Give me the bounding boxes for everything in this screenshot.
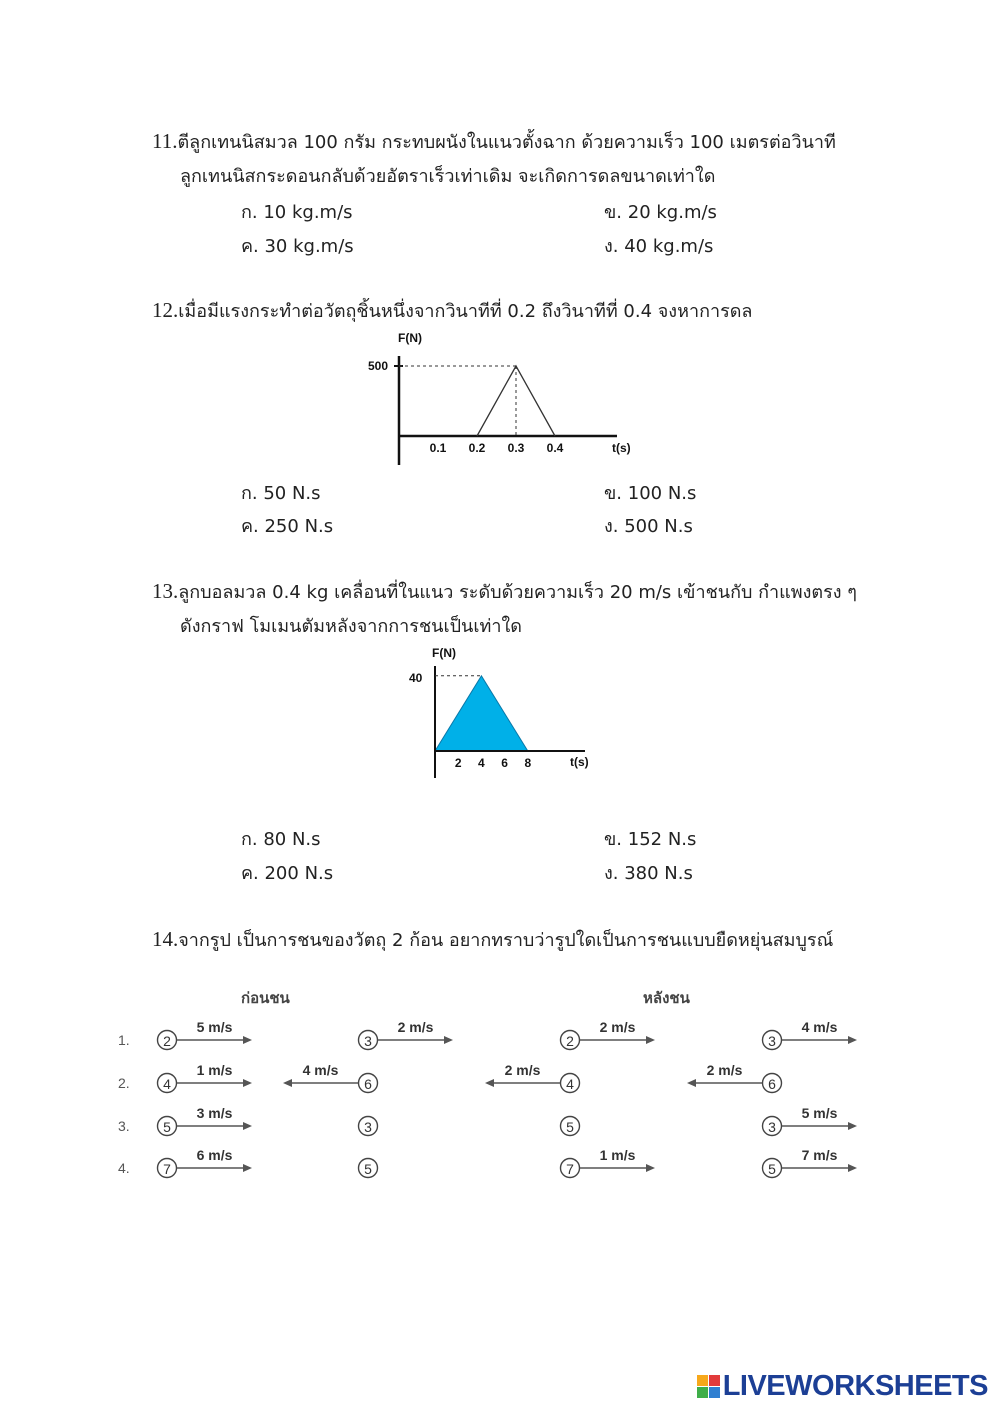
question-11 <box>152 124 836 194</box>
mass-value: 3 <box>768 1119 776 1135</box>
mass-value: 3 <box>364 1119 372 1135</box>
question-text-cont: ดังกราฟ โมเมนตัมหลังจากการชนเป็นเท่าใด <box>180 616 522 637</box>
question-text: จากรูป เป็นการชนของวัตถุ 2 ก้อน อยากทราบว่ารูปใดเป็นการชนแบบยืดหยุ่นสมบูรณ์ <box>178 930 834 951</box>
arrow-head <box>687 1079 696 1087</box>
question-text: เมื่อมีแรงกระทำต่อวัตถุชิ้นหนึ่งจากวินาทีที่ 0.2 ถึงวินาทีที่ 0.4 จงหาการดล <box>178 301 753 322</box>
arrow-head <box>848 1036 857 1044</box>
mass-value: 3 <box>768 1033 776 1049</box>
x-axis-label: t(s) <box>570 755 589 769</box>
option-c[interactable]: ค. 30 kg.m/s <box>241 236 354 257</box>
x-tick-label: 8 <box>524 756 532 770</box>
velocity-label: 3 m/s <box>196 1105 233 1121</box>
option-c[interactable]: ค. 250 N.s <box>241 516 334 537</box>
arrow-head <box>485 1079 494 1087</box>
arrow-head <box>444 1036 453 1044</box>
force-curve <box>477 366 555 436</box>
arrow-head <box>243 1036 252 1044</box>
question-14 <box>152 922 833 958</box>
before-collision-label: ก่อนชน <box>241 990 290 1007</box>
x-tick-label: 0.1 <box>429 441 447 455</box>
velocity-label: 1 m/s <box>599 1147 636 1163</box>
velocity-label: 5 m/s <box>196 1019 233 1035</box>
logo-icon <box>697 1375 721 1399</box>
liveworksheets-logo <box>697 1370 988 1403</box>
velocity-label: 2 m/s <box>599 1019 636 1035</box>
row-label: 2. <box>118 1075 130 1091</box>
question-text: ตีลูกเทนนิสมวล 100 กรัม กระทบผนังในแนวตั้งฉาก ด้วยความเร็ว 100 เมตรต่อวินาที <box>177 132 836 153</box>
question-number: 14. <box>152 927 179 951</box>
arrow-head <box>243 1122 252 1130</box>
force-area <box>435 676 528 751</box>
arrow-head <box>646 1036 655 1044</box>
option-a[interactable]: ก. 50 N.s <box>241 483 321 504</box>
mass-value: 2 <box>566 1033 574 1049</box>
y-axis-label: F(N) <box>398 331 422 345</box>
option-d[interactable]: ง. 40 kg.m/s <box>604 236 714 257</box>
arrow-head <box>243 1079 252 1087</box>
y-tick-label: 500 <box>368 359 389 373</box>
force-time-chart-q13 <box>405 642 605 784</box>
mass-value: 2 <box>163 1033 171 1049</box>
after-collision-label: หลังชน <box>643 990 690 1007</box>
x-tick-label: 4 <box>478 756 485 770</box>
velocity-label: 2 m/s <box>397 1019 434 1035</box>
force-time-chart-q12 <box>365 326 645 471</box>
y-axis-label: F(N) <box>432 646 456 660</box>
collision-diagram <box>100 975 890 1190</box>
question-12 <box>152 293 752 329</box>
arrow-head <box>243 1164 252 1172</box>
arrow-head <box>848 1122 857 1130</box>
option-d[interactable]: ง. 500 N.s <box>604 516 693 537</box>
question-number: 13. <box>152 579 179 603</box>
x-tick-label: 0.3 <box>507 441 525 455</box>
question-number: 12. <box>152 298 179 322</box>
option-a[interactable]: ก. 10 kg.m/s <box>241 202 353 223</box>
option-d[interactable]: ง. 380 N.s <box>604 863 693 884</box>
mass-value: 4 <box>566 1076 574 1092</box>
logo-text: LIVEWORKSHEETS <box>722 1370 988 1402</box>
velocity-label: 4 m/s <box>302 1062 339 1078</box>
mass-value: 3 <box>364 1033 372 1049</box>
question-text: ลูกบอลมวล 0.4 kg เคลื่อนที่ในแนว ระดับด้วยความเร็ว 20 m/s เข้าชนกับ กำแพงตรง ๆ <box>178 582 857 603</box>
mass-value: 6 <box>768 1076 776 1092</box>
mass-value: 7 <box>566 1161 574 1177</box>
velocity-label: 4 m/s <box>801 1019 838 1035</box>
mass-value: 6 <box>364 1076 372 1092</box>
velocity-label: 2 m/s <box>504 1062 541 1078</box>
x-tick-label: 6 <box>501 756 508 770</box>
arrow-head <box>646 1164 655 1172</box>
option-b[interactable]: ข. 100 N.s <box>604 483 697 504</box>
question-number: 11. <box>152 129 178 153</box>
mass-value: 4 <box>163 1076 171 1092</box>
arrow-head <box>283 1079 292 1087</box>
velocity-label: 5 m/s <box>801 1105 838 1121</box>
x-tick-label: 0.2 <box>468 441 486 455</box>
mass-value: 5 <box>768 1161 776 1177</box>
mass-value: 5 <box>364 1161 372 1177</box>
question-text-cont: ลูกเทนนิสกระดอนกลับด้วยอัตราเร็วเท่าเดิม จะเกิดการดลขนาดเท่าใด <box>180 166 716 187</box>
option-b[interactable]: ข. 152 N.s <box>604 829 697 850</box>
y-tick-label: 40 <box>409 671 423 685</box>
velocity-label: 7 m/s <box>801 1147 838 1163</box>
row-label: 4. <box>118 1160 130 1176</box>
x-tick-label: 2 <box>454 756 462 770</box>
velocity-label: 6 m/s <box>196 1147 233 1163</box>
question-13 <box>152 574 857 644</box>
mass-value: 5 <box>163 1119 171 1135</box>
option-b[interactable]: ข. 20 kg.m/s <box>604 202 717 223</box>
mass-value: 5 <box>566 1119 574 1135</box>
option-a[interactable]: ก. 80 N.s <box>241 829 321 850</box>
x-tick-label: 0.4 <box>546 441 564 455</box>
mass-value: 7 <box>163 1161 171 1177</box>
row-label: 3. <box>118 1118 130 1134</box>
option-c[interactable]: ค. 200 N.s <box>241 863 334 884</box>
arrow-head <box>848 1164 857 1172</box>
velocity-label: 1 m/s <box>196 1062 233 1078</box>
row-label: 1. <box>118 1032 130 1048</box>
velocity-label: 2 m/s <box>706 1062 743 1078</box>
x-axis-label: t(s) <box>612 441 631 455</box>
